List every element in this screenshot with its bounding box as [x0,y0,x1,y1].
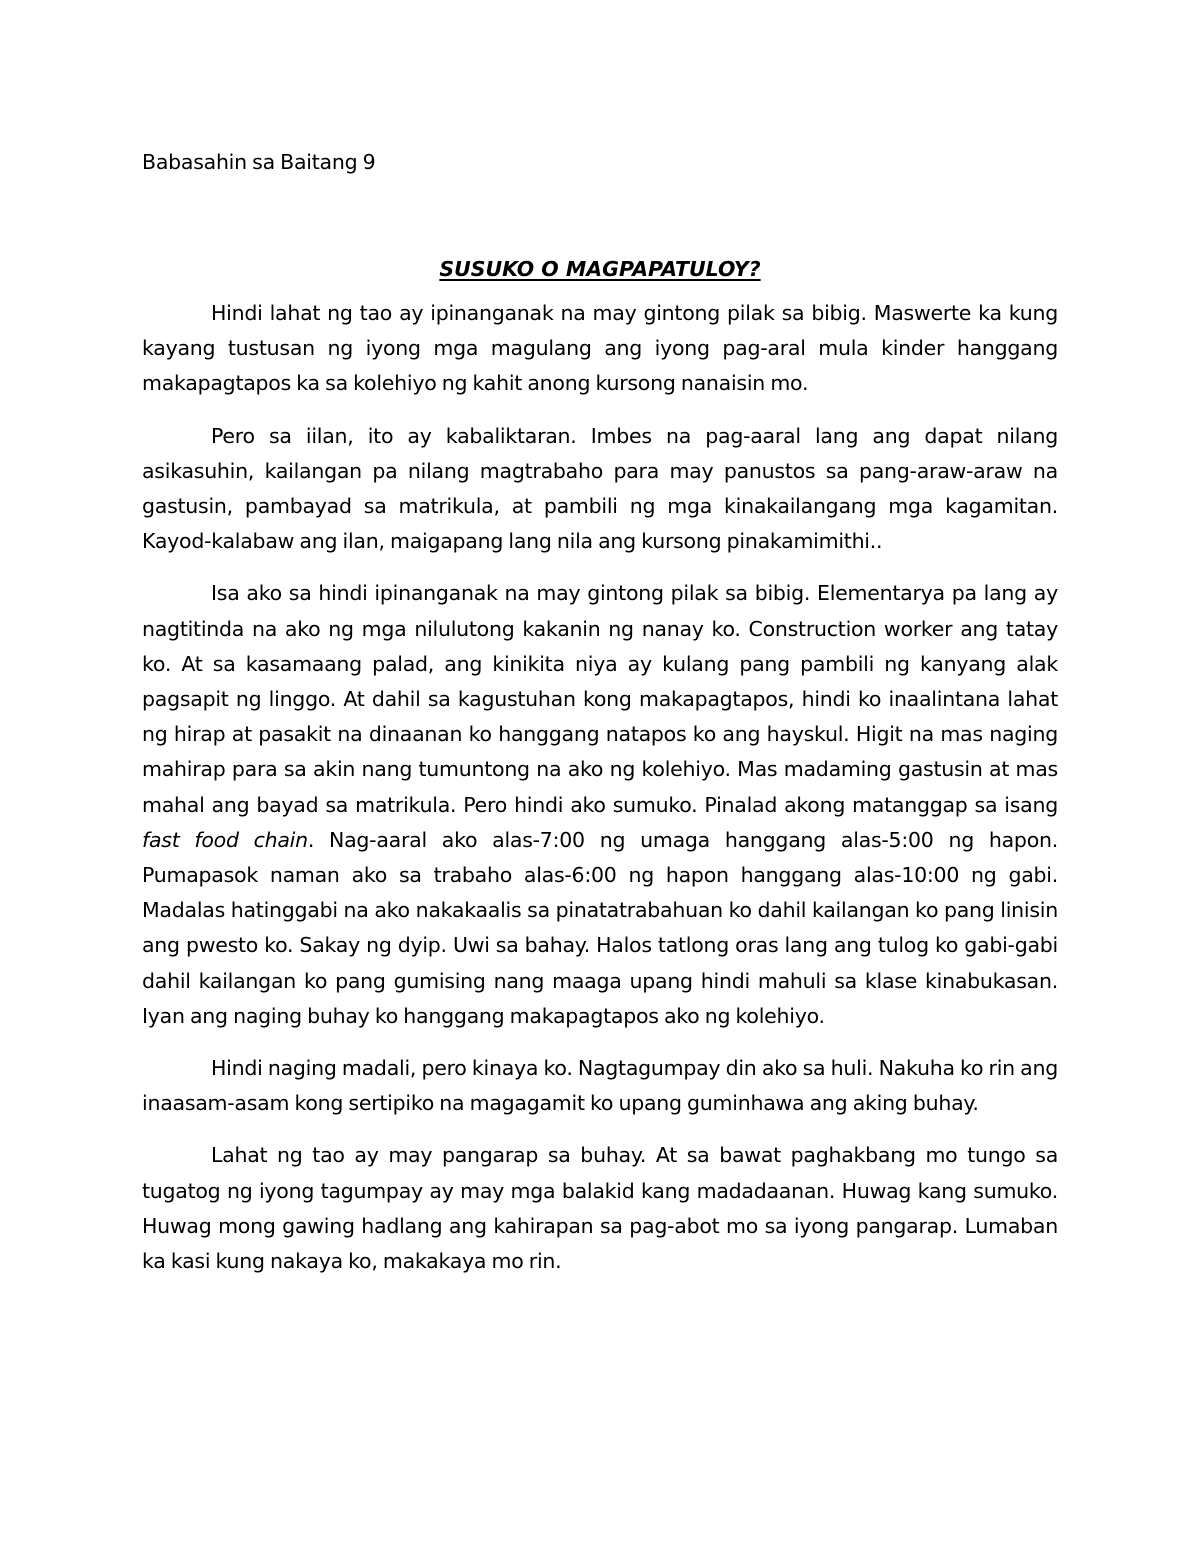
grade-label: Babasahin sa Baitang 9 [142,150,376,174]
emphasis-fast-food-chain: fast food chain [142,827,308,852]
paragraph-3 [142,576,1058,1034]
paragraph-3-part-1: Isa ako sa hindi ipinanganak na may gintong pilak sa bibig. Elementarya pa lang ay nagtitinda na ako ng mga nilulutong kakanin ng nanay ko. Construction worker ang tatay ko. At sa kasamaang palad, ang kinikita niya ay kulang pang pambili ng kanyang alak pagsapit ng linggo. At dahil sa kagustuhan kong makapagtapos, hindi ko inaalintana lahat ng hirap at pasakit na dinaanan ko hanggang natapos ko ang hayskul. Higit na mas naging mahirap para sa akin nang tumuntong na ako ng kolehiyo. Mas madaming gastusin at mas mahal ang bayad sa matrikula. Pero hindi ako sumuko. Pinalad akong matanggap sa isang [142,581,1058,817]
document-body [142,145,1058,1296]
paragraph-2: Pero sa iilan, ito ay kabaliktaran. Imbes na pag-aaral lang ang dapat nilang asikasuhin, kailangan pa nilang magtrabaho para may panustos sa pang-araw-araw na gastusin, pambayad sa matrikula, at pambili ng mga kinakailangang mga kagamitan. Kayod-kalabaw ang ilan, maigapang lang nila ang kursong pinakamimithi.. [142,423,1058,554]
paragraph-1: Hindi lahat ng tao ay ipinanganak na may gintong pilak sa bibig. Maswerte ka kung kayang tustusan ng iyong mga magulang ang iyong pag-aral mula kinder hanggang makapagtapos ka sa kolehiyo ng kahit anong kursong nanaisin mo. [142,301,1058,396]
paragraph-3-part-2: . Nag-aaral ako alas-7:00 ng umaga hanggang alas-5:00 ng hapon. Pumapasok naman ako sa trabaho alas-6:00 ng hapon hanggang alas-10:00 ng gabi. Madalas hatinggabi na ako nakakaalis sa pinatatrabahuan ko dahil kailangan ko pang linisin ang pwesto ko. Sakay ng dyip. Uwi sa bahay. Halos tatlong oras lang ang tulog ko gabi-gabi dahil kailangan ko pang gumising nang maaga upang hindi mahuli sa klase kinabukasan. Iyan ang naging buhay ko hanggang makapagtapos ako ng kolehiyo. [142,827,1058,1028]
story-title: SUSUKO O MAGPAPATULOY? [439,257,761,281]
paragraph-4: Hindi naging madali, pero kinaya ko. Nagtagumpay din ako sa huli. Nakuha ko rin ang inaasam-asam kong sertipiko na magagamit ko upang guminhawa ang aking buhay. [142,1056,1058,1116]
paragraph-5: Lahat ng tao ay may pangarap sa buhay. At sa bawat paghakbang mo tungo sa tugatog ng iyong tagumpay ay may mga balakid kang madadaanan. Huwag kang sumuko. Huwag mong gawing hadlang ang kahirapan sa pag-abot mo sa iyong pangarap. Lumaban ka kasi kung nakaya ko, makakaya mo rin. [142,1143,1058,1274]
